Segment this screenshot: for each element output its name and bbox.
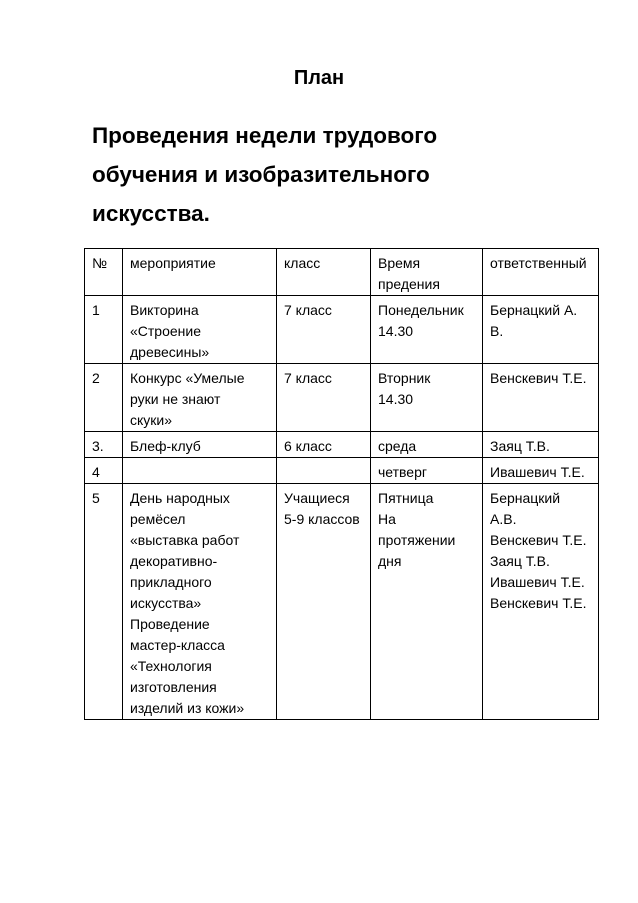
row-time: Пятница На протяжении дня xyxy=(371,484,483,720)
row-num: 2 xyxy=(85,364,123,432)
table-row xyxy=(85,458,599,484)
table-row xyxy=(85,364,599,432)
row-responsible: Бернацкий А.В. Венскевич Т.Е. Заяц Т.В. Ивашевич Т.Е. Венскевич Т.Е. xyxy=(483,484,599,720)
row-event: Блеф-клуб xyxy=(123,432,277,458)
row-event: Конкурс «Умелые руки не знают скуки» xyxy=(123,364,277,432)
header-responsible: ответственный xyxy=(483,249,599,296)
row-time: четверг xyxy=(371,458,483,484)
document-title: План xyxy=(293,67,345,89)
row-time: Понедельник 14.30 xyxy=(371,296,483,364)
header-time: Время предения xyxy=(371,249,483,296)
table-row xyxy=(85,296,599,364)
row-event: Викторина «Строение древесины» xyxy=(123,296,277,364)
row-num: 5 xyxy=(85,484,123,720)
header-grade: класс xyxy=(277,249,371,296)
row-num: 3. xyxy=(85,432,123,458)
row-grade xyxy=(277,458,371,484)
row-grade: 6 класс xyxy=(277,432,371,458)
row-responsible: Ивашевич Т.Е. xyxy=(483,458,599,484)
table-row xyxy=(85,432,599,458)
row-responsible: Бернацкий А. В. xyxy=(483,296,599,364)
row-event xyxy=(123,458,277,484)
row-time: Вторник 14.30 xyxy=(371,364,483,432)
row-grade: 7 класс xyxy=(277,296,371,364)
row-time: среда xyxy=(371,432,483,458)
row-num: 1 xyxy=(85,296,123,364)
header-event: мероприятие xyxy=(123,249,277,296)
table-row xyxy=(85,484,599,720)
document-subtitle: Проведения недели трудового обучения и изобразительного искусства. xyxy=(92,123,438,226)
row-responsible: Венскевич Т.Е. xyxy=(483,364,599,432)
row-grade: 7 класс xyxy=(277,364,371,432)
header-num: № xyxy=(85,249,123,296)
row-num: 4 xyxy=(85,458,123,484)
row-grade: Учащиеся 5-9 классов xyxy=(277,484,371,720)
plan-table xyxy=(84,248,599,720)
table-header-row xyxy=(85,249,599,296)
row-responsible: Заяц Т.В. xyxy=(483,432,599,458)
row-event: День народных ремёсел «выставка работ декоративно- прикладного искусства» Проведение мастер-класса «Технология изготовления изделий из кожи» xyxy=(123,484,277,720)
